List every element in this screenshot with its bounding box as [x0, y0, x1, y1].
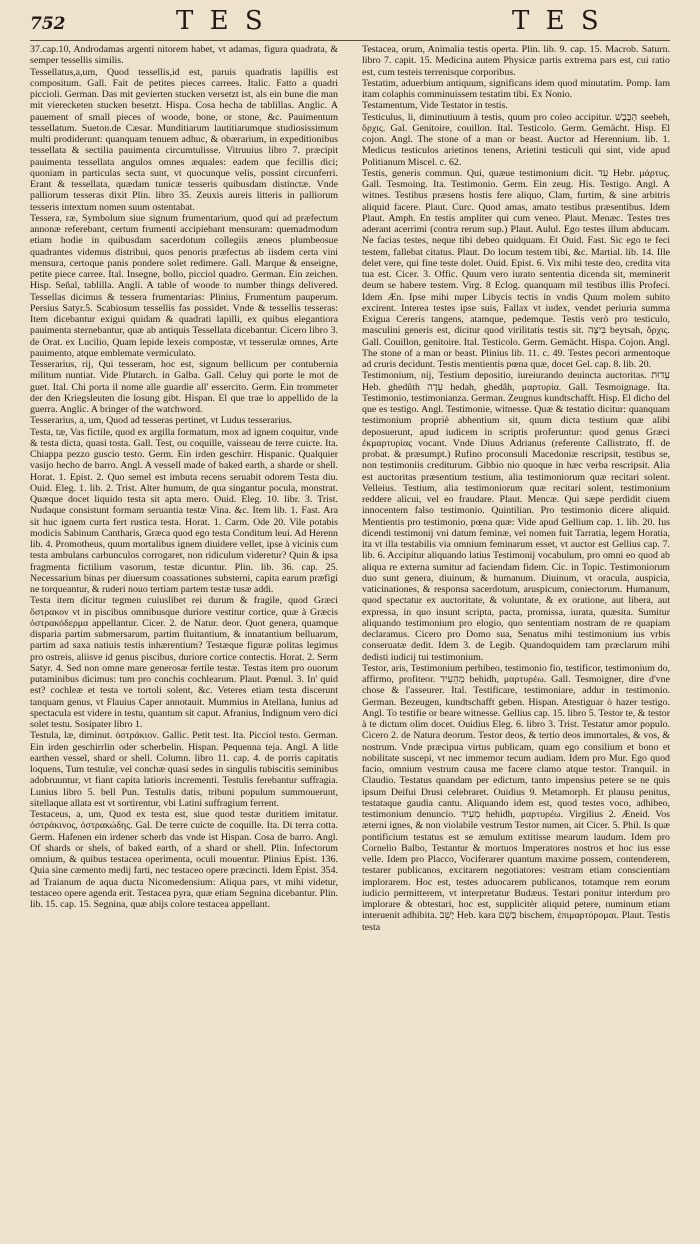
dictionary-entry: Testa item dicitur tegmen cuiuslibet rei durum & fragile, quod Græci ὄστρακον vt in piscibus omnibusque duriore vestitur cortice, quæ à Græcis ὀστρακόδερμα appellantur. Cicer. 2. de Natur. deor. Quot genera, quamque disparia partim submersarum, partim fluitantium, & innatantium belluarum, partim ad saxa natiuis testis inhærentium? Testæque figuræ politas legimus pro ostreis, aliisve id genus piscibus, duriore cortice contectis. Horat. 2. Serm Satyr. 4. Sed non omne mare generosæ fertile testæ. Testas item pro ouorum putaminibus dicimus: tum pro conchis cochlearum. Plaut. Pœnul. 3. In' quid est? cochleæ et testa ve tortoli solent, &c. Veteres etiam testa discerunt tanquam genus, vt Flauius Caper annotauit. Mummius in Atellana, Iunius ad spectacula est videre in testu, quantum sit caput. Afranius, Indignum vero dici solet testu. Sosipater libro 1. — [30, 595, 338, 730]
page-number: 752 — [30, 14, 66, 34]
right-column — [362, 44, 670, 933]
dictionary-entry: Tesserarius, a, um, Quod ad tesseras pertinet, vt Ludus tesserarius. — [30, 415, 293, 427]
column-gutter — [347, 44, 348, 1229]
dictionary-entry: 37.cap.10, Androdamas argenti nitorem habet, vt adamas, figura quadrata, & semper tessellis similis. — [30, 44, 338, 67]
dictionary-entry: Testacea, orum, Animalia testis operta. Plin. lib. 9. cap. 15. Macrob. Saturn. libro 7. capit. 15. Medicina autem Physicæ partis extrema pars est, cui ratio est, cum testeis terrenisque corporibus. — [362, 44, 670, 78]
running-head-left: T E S — [176, 6, 267, 36]
dictionary-entry: Testatim, aduerbium antiquum, significans idem quod minutatim. Pomp. Iam itam colaphis comminuissem testatim tibi. Ex Nonio. — [362, 77, 670, 100]
dictionary-entry: Tessellatus,a,um, Quod tessellis,id est, paruis quadratis lapillis est compositum. Gall. Fait de petites pieces carrees. Italic. Fatto a quadri piccioli. German. Das mit gevierten stucken versetzt ist, als ein bune die man mit vierecketen stucken besetzt. Hispa. Cosa hecha de tablillas. Anglic. A pauement of small pieces of woode, bone, or stone, &c. Pauimentum tessellatum. Sueton.de Cæsar. Munditiarum lautitiarumque studiosissimum multi prodiderunt: quanquam tenuem adhuc, & obærarium, in expeditionibus tessellata & sectilia pauimenta circumtulisse. Vitruuius libro 7. præcipit pauimenta tessellata angulos omnes æquales: eadem que fecillis dici; quoniam in particulas secta sunt, vt quocunque velis, possint circunferri. Erant & tessellata, quædam tunicæ tesseris quibusdam distinctæ. Vnde palliorum tesseras dixit Plin. libro 35. Zeuxis aureis litteris in palliorum tesseris intextum nomen suum ostentabat. — [30, 66, 338, 213]
dictionary-entry: Testiculus, li, diminutiuum à testis, quum pro coleo accipitur. הַבָּבֶשׁ seebeh, ὄρχις. Gal. Genitoire, couillon. Ital. Testicolo. Germ. Gemächt. Hisp. El cojon. Angl. The stone of a man or beast. Auctor ad Herennium. lib. 1. Medicus testiculos arietinos tenens, Arietini testiculi qui sint, vide apud Politianum Miscel. c. 62. — [362, 111, 670, 168]
dictionary-entry: Tesserarius, rij, Qui tesseram, hoc est, signum bellicum per contubernia militum nuntiat. Vide Plutarch. in Galba. Gall. Celuy qui porte le mot de guet. Ital. Chi porta il nome alle guardie all' essercito. Germ. Ein trommeter der den Kriegsleuten die losung gibt. Hispan. El que trae lo appellido de la guerra. Anglic. A bringer of the watchword. — [30, 359, 338, 415]
dictionary-entry: Testa, tæ, Vas fictile, quod ex argilla formatum, mox ad ignem coquitur, vnde & testa dicta, quasi tosta. Gall. Test, ou coquille, vaisseau de terre cuicte. Ita. Chiappa pezzo guscio testo. Germ. Ein irden geschirr. Hispanic. Qualquier vasijo hecho de barro. Angl. A vessell made of baked earth, a sharde or shell. Horat. 1. Epist. 2. Quo semel est imbuta recens seruabit odorem Testa diu. Ouid. Eleg. 1. lib. 2. Trist. Alter humum, de qua singantur pocula, monstrat. Quæque docet liquido testa sit apta mero. Ouid. Eleg. 10. libr. 3. Trist. Nudaque consistunt formam seruantia testæ Vina. &c. Item lib. 1. Fast. Ara sit huc ignem curta fert rustica testa. Horat. 1. Carm. Ode 20. Vile potabis modicis Sabinum Cantharis, Græca quod ego testa Conditum leui. Ad Herenn lib. 4. Promotheus, quum mortalibus ignem diuidere vellet, ipse à vicinis cum testa ambulans carbunculos corrogaret, non ridiculum videretur? Quin & ipsa fragmenta fictilium vasorum, testæ dicuntur. Plin. lib. 36. cap. 25. Necessarium binas per diuersum coassationes substerni, capita earum præfigi ne torqueantur, & ruderi nouo tertiam partem testæ tusæ addi. — [30, 426, 338, 595]
dictionary-entry: Testor, aris, Testimonium perhibeo, testimonio fio, testificor, testimonium do, affirmo, profiteor. מְהֵעִיד behidh, μαρτυρέω. Gall. Tesmoigner, dire d'vne chose & l'asseurer. Ital. Testificare, testimoniare, addur in testimonio. German. Bezeugen, kundtschafft geben. Hispan. Atestiguar ò hazer testigo. Angl. To testifie or beare witnesse. Gellius cap. 15. libro 5. Testor te, & testor à te dictum olim docet. Ouidius Eleg. 6. libro 3. Trist. Testatur amor populo. Cicero 2. de Natura deorum. Testor deos, & tertio deos immortales, & vos, & nostrum. Vnde præcipua virtus publicam, quam ego consilium et bono et nobilitate suscepi, vt nec immemor tecum audiam. Idem pro Mur. Ego quod facio, omnium vestrum causa me facere clamo atque testor. Tranquil. in Claudio. Testatus quandam per edictum, tanto impensius petere se ne quis ipsum Deifui Drusi celebraret. Ouidius 9. Metamorph. Et plausu penitus, testataque gaudia cantu. Aliquando idem est, quod testes voco, adhibeo, testimonium denuncio. מֵעִיד hehidh, μαρτυρέω. Virgilius 2. Æneid. Vos æterni ignes, & non violabile vestrum Testor numen, ait Cicer. 5. Phil. Is quæ pontificium testatus est se æmulum extitisse mearum laudum. Idem pro Cornelio Balbo, Testantur & mortuos Imperatores nostros et hoc ius esse velle. Idem pro Placco, Vociferarer quantum maxime possem, contenderem, testarer publicanos, excitarem negotiatores: vestram etiam conscientiam implorarem. Hoc est, testes aduocarem publicanos, totamque rem eorum iudicio permitterem, vt interpretatur Budæus. Testari ponitur interdum pro implorare & obtestari, hoc est, supplicitèr aliquid petere, numinum etiam interuenit adhibita. יָשֵׁב Heb. kara בְּשֵׁם bischem, ἐπιμαρτύρομαι. Plaut. Testis testa — [362, 662, 671, 933]
dictionary-entry: Testimonium, nij, Testium depositio, iureiurando deuincta auctoritas. עֵדוּת Heb. ghedûth עֵדָה hedah, ghedâh, μαρτυρία. Gall. Tesmoignage. Ita. Testimonio, testimonianza. German. Zeugnus kundtschafft. Hisp. El dicho del que es testigo. Angl. Testimonie, witnesse. Quæ & testatio dicitur: quanquam testimonium propriè abhentium sit, quum dicta testium quæ alibi deposuerunt, apud iudicem in scriptis proferuntur: quod genus Græci ἐκμαρτυρίας vocant. Vnde Diuus Adrianus (referente Callistrato, ff. de probat. & præsumpt.) Rufino proconsuli Macedoniæ rescripsit, testibus se, non testimoniis crediturum. Gibbio nio quoque in hæc verba rescripsit. Alia est auctoritas præsentium testium, alia testimoniorum quæ recitari solent. Velleius. Testium, alia testimoniorum quæ recitari solent, testimonium reddere alicui, vel eo fraudare. Plaut. Mencæ. Qui sæpe perdidit ciuem innocentem falso testimonio. Quintilian. Pro testimonio dicere aliquid. Mentientis pro testimonio, pœna quæ: Vide apud Gellium cap. 1. lib. 20. Ius dicendi testimonij vni datum feminæ, vel nomen fuit Tarratia, legem Horatia, ita vt illa testabilis via omnium feminarum esset, vt auctor est Gellius cap. 7. lib. 6. Accipitur aliquando latius Testimonij vocabulum, pro omni eo quod ab aliqua re externa sumitur ad faciendam fidem. Cic. in Topic. Testimoniorum duo sunt genera, diuinum, & humanum. Diuinum, vt oracula, auspicia, vaticinationes, & responsa sacerdotum, aruspicum, coniectorum. Humanum, quod spectatur ex auctoritate, & voluntate, & ex oratione, aut libera, aut expressa, in quo insunt scripta, pacta, promissa, iurata, quæsita. Sumitur aliquando testimonium pro elogio, quo sententiam nostram de re quapiam declaramus. Cicero pro Domo sua, Senatus mihi testimonium ius vrbis conseruatæ dedit. Idem 3. de Legib. Quandoquidem tam præclarum mihi dedisti iudicij tui testimonium. — [362, 370, 670, 663]
dictionary-entry: Testula, læ, diminut. ὀστράκιον. Gallic. Petit test. Ita. Picciol testo. German. Ein irden geschirrlin oder scherbelin. Hispan. Pequenna teja. Angl. A litle earthen vessel, shard or shell. Column. libro 11. cap. 4. de porris capitatis loquens, Tum testulæ, vel conchæ quasi sedes in singulis tubiscitis seminibus adobruuntur, vt fiant capita latioris incrementi. Testulis ferebantur suffragia. Lunius libro 5. bell Pun. Testulis datis, tribuni populum summouerunt, sitellaque allata est vt sortirentur, vbi Latini suffragium ferrent. — [30, 730, 338, 809]
header-rule — [30, 40, 670, 41]
running-head-right: T E S — [512, 6, 603, 36]
dictionary-entry: Testis, generis commun. Qui, quæue testimonium dicit. עֵד Hebr. μάρτυς. Gall. Tesmoing. Ita. Testimonio. Germ. Ein zeug. His. Testigo. Angl. A witnes. Testibus præsens hostis fere aliquo, Clam, furtim, & sine arbitris aliquid facere. Plaut. Curc. Quod amas, amato testibus præsentibus. Idem Plaut. Amph. En testis ampliter qui cum veneo. Plaut. Menæc. Testes tres aderant acerrimi (contra rerum sup.) Plaut. Aulul. Ego testes illum abducam. Ne facias testes, neque tibi debeo quidquam. Et Ouid. Fast. Sic ego te feci testem, fallebat citatus. Plaut. Do locum testem tibi, &c. Martial. lib. 14. Ille delet vere, qui fine teste dolet. Ouid. Epist. 6. Vix mihi teste deo, credita vita tua est. Cicer. 3. Offic. Quum vero iurato sententia dicenda sit, meminerit deum se habere testem. Virg. 8 Eclog. quanquam mil testibus illis Profeci. Idem Æn. Ipse mihi nuper Libycis tectis in vndis Quum molem subito excirent. Interea testes ipse suis, Fallax vt iudex, vendet periuria summa Exigua Cereris tangens, atamque, pedemque. Testis verò pro testiculo, masculini generis est, dicitur quod virilitatis testis sit. בֵּיצָה beytsah, ὄρχις. Gall. Couillon, genitoire. Ital. Testicolo. Germ. Gemächt. Hispa. Cojon. Angl. The stone of a man or beast. Plinius lib. 11. c. 49. Testes pecori armentoque ad cruris decidunt. Testis mentientis pœna quæ, docet Gel. cap. 8. lib. 20. — [362, 167, 671, 370]
dictionary-entry: Tessera, ræ, Symbolum siue signum frumentarium, quod qui ad præfectum annonæ referebant, certum frumenti accipiebant mensuram: quemadmodum etiam hodie in quibusdam sacerdotum collegiis æneos plumbeosue quadrantes videmus distribui, quos penoris præfectus ab iisdem certa vini mensura, certoque panis pondere solet redimere. Gall. Marque & enseigne, petite piece carree. Ital. Insegne, bollo, picciol quadro. German. Ein zeichen. Hisp. Señal, tablilla. Angli. A table of woode to number things delivered. Tessellas dicimus & tessera frumentarias: Plinius, Frumentum pauperum. Persius Satyr.5. Scabiosum tessellis fas possidet. Vnde & tessellis tesseras: Item dicebantur exigui quidam & quadrati lapilli, ex quibus elegantiora pauimenta sternebantur, quæ ab antiquis Tessellata dicebantur. Cicero libro 3. de Orat. ex Lucilio, Quam lepide lexeis compostæ, vt tesserulæ omnes, Arte pauimento, atque emblemate vermiculato. — [30, 212, 338, 359]
dictionary-entry: Testamentum, Vide Testator in testis. — [362, 100, 508, 112]
dictionary-entry: Testaceus, a, um, Quod ex testa est, siue quod testæ duritiem imitatur. ὀστράκινος, ὀστρακώδης. Gal. De terre cuicte de coquille. Ita. Di terra cotta. Germ. Hafenen ein irdener scherb das vnde ist Hispan. Cosa de barro. Angl. Of shards or shels, of baked earth, of a shard or shell. Plin. Infectorum omnium, & quibus testacea operimenta, oculi mouentur. Plinius Epist. 136. Quia sine cæmento medij farti, nec testaceo opere præcincti. Idem Epist. 354. ad Traianum de aqua ducta Nicomedensium: Aliqua pars, vt mihi videtur, testaceo opere agenda erit. Testacea pyra, quæ etiam Segnina dicebantur. Plin. lib. 15. cap. 15. Segnina, quæ abijs colore testacea appellant. — [30, 809, 338, 910]
left-column — [30, 44, 338, 910]
